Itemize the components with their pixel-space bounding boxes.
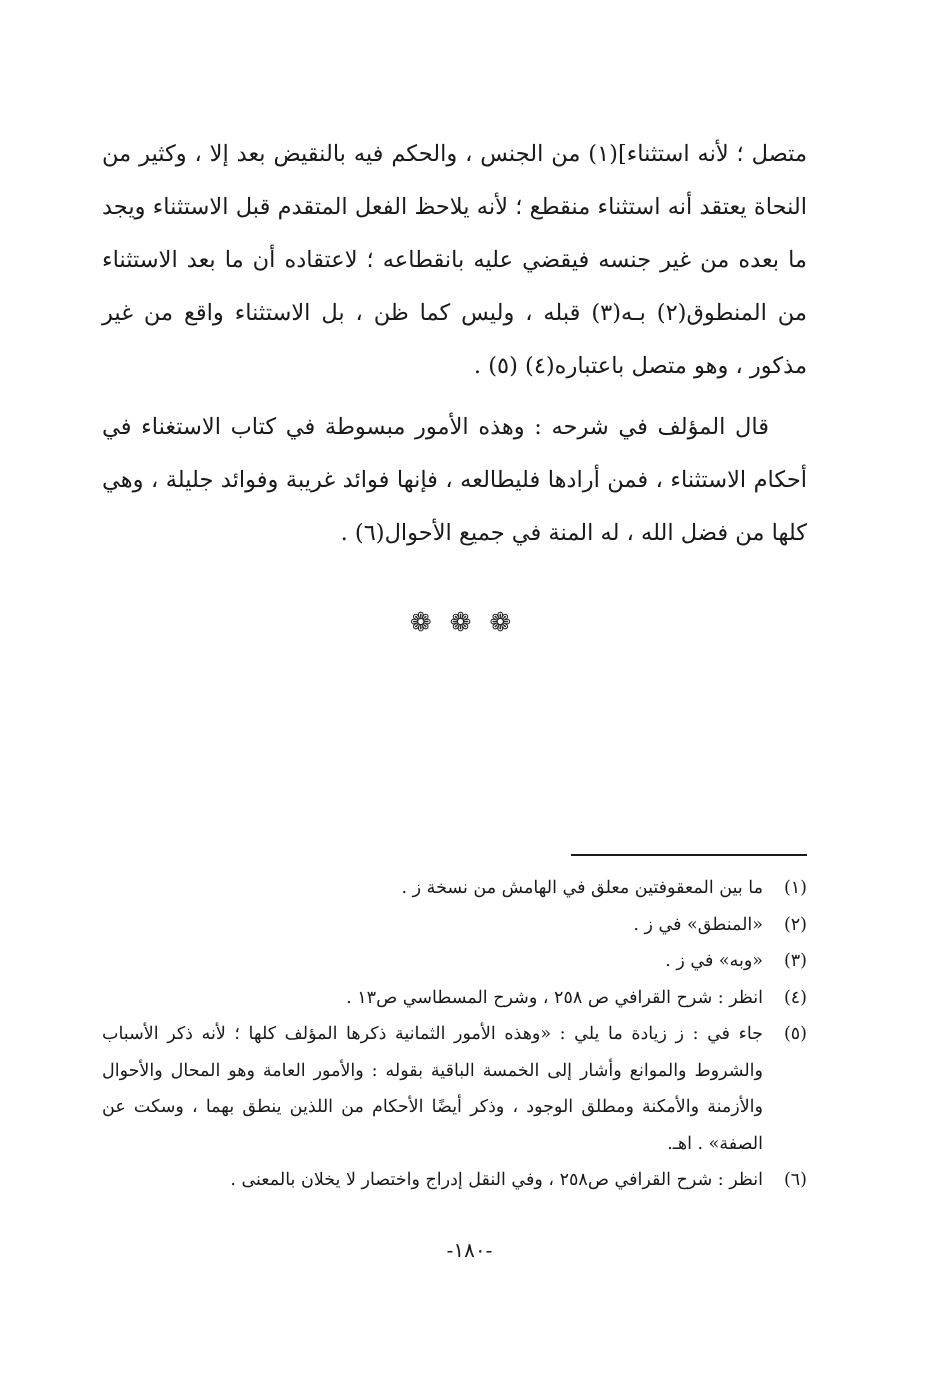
footnote: [102, 1162, 807, 1199]
footnote-text: انظر : شرح القرافي ص ٢٥٨ ، وشرح المسطاسي ص١٣ .: [346, 987, 763, 1008]
main-paragraph: قال المؤلف في شرحه : وهذه الأمور مبسوطة في كتاب الاستغناء في أحكام الاستثناء ، فمن أرادها فليطالعه ، فإنها فوائد غريبة وفوائد جليلة ، وهي كلها من فضل الله ، له المنة في جميع الأحوال(٦) .: [102, 414, 807, 546]
footnote-number: (٣): [783, 951, 807, 971]
footnote-text: «المنطق» في ز .: [633, 914, 763, 935]
page-number: -١٨٠-: [446, 1238, 493, 1262]
footnote-text: جاء في : ز زيادة ما يلي : «وهذه الأمور الثمانية ذكرها المؤلف كلها ؛ لأنه ذكر الأسباب والشروط والموانع وأشار إلى الخمسة الباقية بقوله : والأمور العامة وهو المحال والأحوال والأزمنة والأمكنة ومطلق الوجود ، وذكر أيضًا الأحكام من اللذين ينطق بهما ، وسكت عن الصفة» . اهـ.: [102, 1024, 763, 1154]
footnote-number: (١): [783, 878, 807, 898]
footnote-text: انظر : شرح القرافي ص٢٥٨ ، وفي النقل إدراج واختصار لا يخلان بالمعنى .: [230, 1170, 763, 1190]
footnote: [102, 943, 807, 980]
footnote-text: «وبه» في ز .: [665, 951, 763, 971]
footnote-number: (٤): [783, 987, 807, 1008]
footnotes: [102, 870, 807, 1199]
footnote-number: (٥): [783, 1024, 807, 1044]
footnote: [102, 870, 807, 907]
footnote-separator: [571, 854, 807, 856]
footnote-number: (٦): [783, 1170, 807, 1190]
footnote: [102, 980, 807, 1017]
footnote: [102, 1016, 807, 1162]
section-ornament: ❁❁❁: [409, 608, 530, 638]
main-paragraph: متصل ؛ لأنه استثناء](١) من الجنس ، والحكم فيه بالنقيض بعد إلا ، وكثير من النحاة يعتقد أنه استثناء منقطع ؛ لأنه يلاحظ الفعل المتقدم قبل الاستثناء ويجد ما بعده من غير جنسه فيقضي عليه بانقطاعه ؛ لاعتقاده أن ما بعد الاستثناء من المنطوق(٢) بـه(٣) قبله ، وليس كما ظن ، بل الاستثناء واقع من غير مذكور ، وهو متصل باعتباره(٤) (٥) .: [102, 141, 807, 379]
main-text: [102, 128, 807, 560]
footnote: [102, 907, 807, 944]
footnote-number: (٢): [783, 914, 807, 935]
footnote-text: ما بين المعقوفتين معلق في الهامش من نسخة ز .: [401, 878, 763, 898]
